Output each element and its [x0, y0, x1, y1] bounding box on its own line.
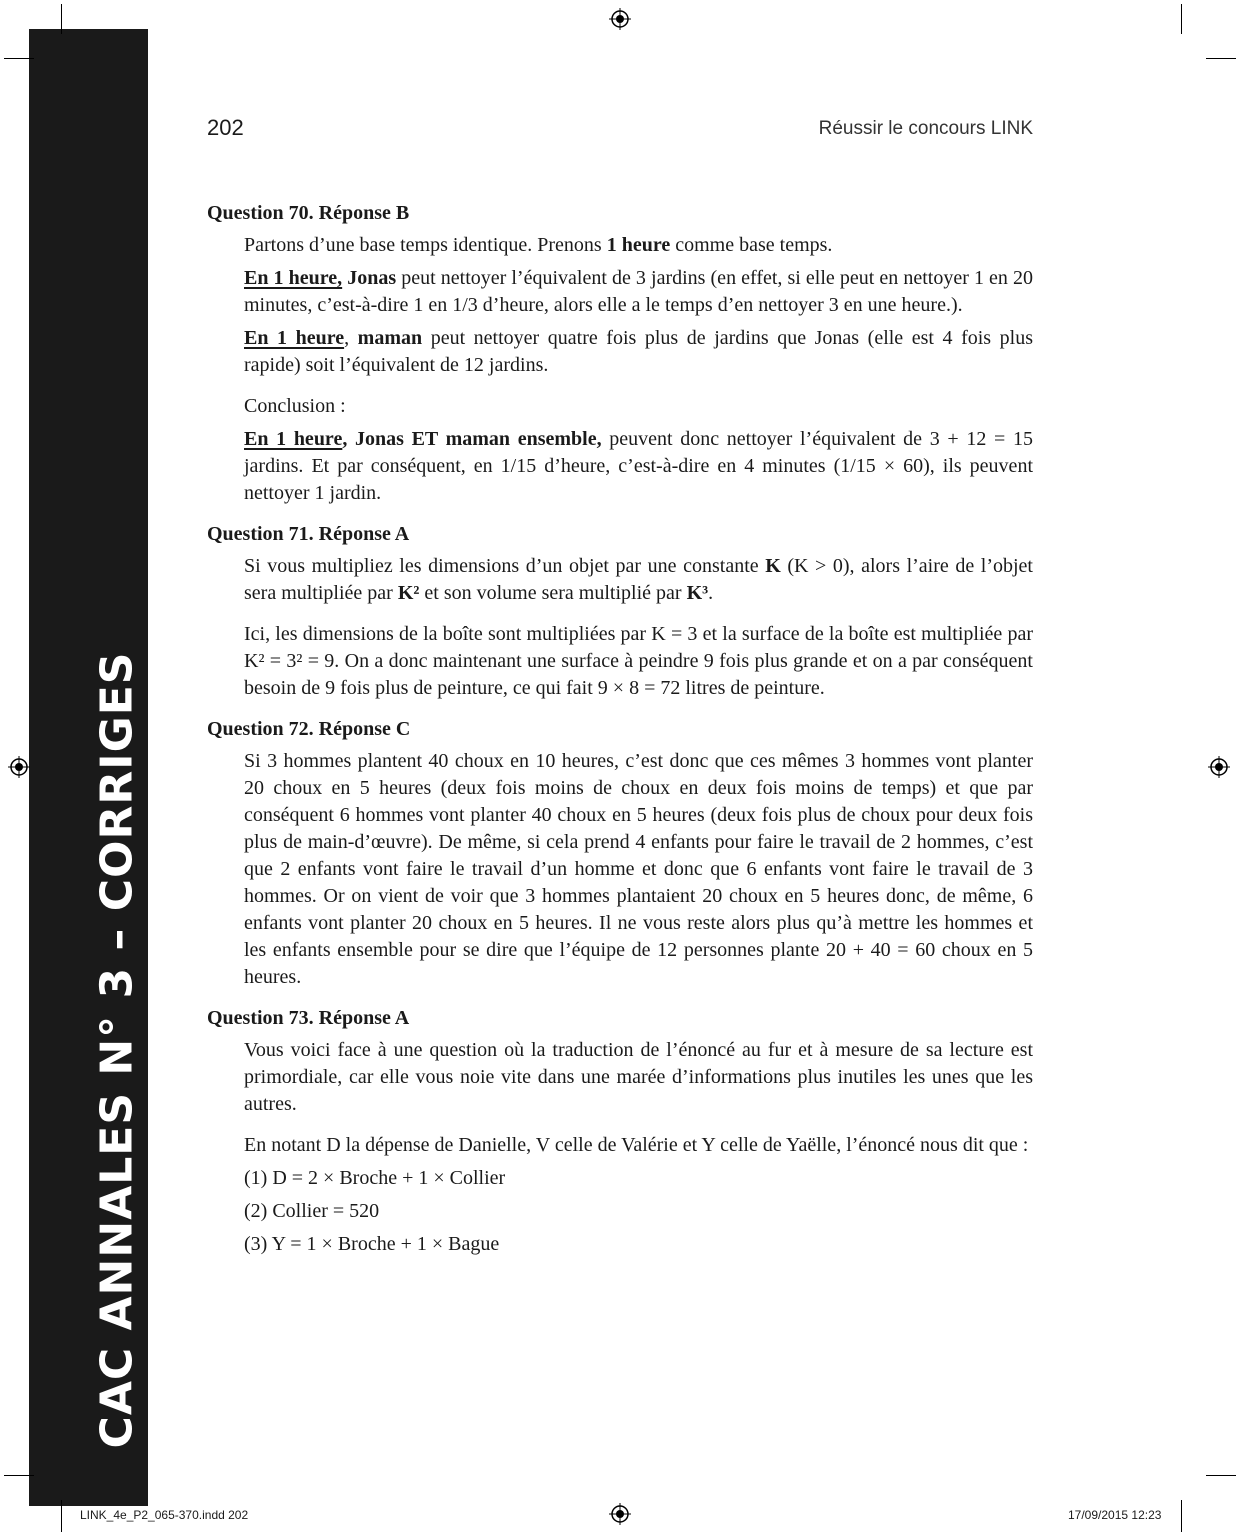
paragraph: En notant D la dépense de Danielle, V celle de Valérie et Y celle de Yaëlle, l’énoncé nous dit que :	[244, 1134, 1029, 1156]
registration-mark-icon	[609, 1503, 631, 1525]
question-71	[207, 521, 1033, 702]
paragraph: Partons d’une base temps identique. Prenons 1 heure comme base temps.	[244, 234, 833, 256]
crop-mark	[4, 58, 34, 59]
question-73	[207, 1005, 1033, 1258]
paragraph: En 1 heure, Jonas peut nettoyer l’équivalent de 3 jardins (en effet, si elle peut en nettoyer 1 en 20 minutes, c’est-à-dire 1 en 1/3 d’heure, alors elle a le temps d’en nettoyer 3 en une heure.).	[244, 267, 1034, 316]
question-72	[207, 716, 1033, 991]
paragraph: Si 3 hommes plantent 40 choux en 10 heures, c’est donc que ces mêmes 3 hommes vont planter 20 choux en 5 heures (deux fois moins de choux en deux fois moins de temps) et que par conséquent 6 hommes vont planter 40 choux en 5 heures (deux fois plus de choux pour deux fois plus de main-d’œuvre). De même, si cela prend 4 enfants pour faire le travail de 2 hommes, c’est que 2 enfants vont faire le travail d’un homme et donc que 6 enfants vont faire le travail de 3 hommes. Or on vient de voir que 3 hommes plantaient 20 choux en 5 heures donc, de même, 6 enfants vont planter 20 choux en 5 heures. Il ne vous reste alors plus qu’à mettre les hommes et les enfants ensemble pour se dire que l’équipe de 12 personnes plante 20 + 40 = 60 choux en 5 heures.	[244, 750, 1033, 988]
crop-mark	[1181, 1500, 1182, 1532]
registration-mark-icon	[609, 8, 631, 30]
sidebar-title: CAC ANNALES N° 3 – CORRIGES	[91, 651, 143, 1449]
question-title: Question 70. Réponse B	[207, 202, 410, 224]
question-title: Question 73. Réponse A	[207, 1007, 410, 1029]
crop-mark	[61, 1500, 62, 1532]
page-number: 202	[207, 115, 244, 140]
paragraph: En 1 heure, Jonas ET maman ensemble, peuvent donc nettoyer l’équivalent de 3 + 12 = 15 jardins. Et par conséquent, en 1/15 d’heure, c’est-à-dire en 4 minutes (1/15 × 60), ils peuvent nettoyer 1 jardin.	[244, 428, 1033, 504]
formula-line: (1) D = 2 × Broche + 1 × Collier	[244, 1167, 506, 1189]
paragraph: Ici, les dimensions de la boîte sont multipliées par K = 3 et la surface de la boîte est multipliée par K² = 3² = 9. On a donc maintenant une surface à peindre 9 fois plus grande et on a par conséquent besoin de 9 fois plus de peinture, ce qui fait 9 × 8 = 72 litres de peinture.	[244, 623, 1033, 699]
footer-timestamp: 17/09/2015 12:23	[1068, 1508, 1162, 1522]
registration-mark-icon	[1208, 756, 1230, 778]
formula-line: (2) Collier = 520	[244, 1200, 380, 1222]
crop-mark	[1206, 58, 1236, 59]
running-title: Réussir le concours LINK	[818, 118, 1033, 139]
question-title: Question 72. Réponse C	[207, 718, 411, 740]
crop-mark	[4, 1475, 34, 1476]
formula-line: (3) Y = 1 × Broche + 1 × Bague	[244, 1233, 500, 1255]
paragraph: Conclusion :	[244, 395, 346, 417]
question-70	[207, 200, 1033, 507]
question-title: Question 71. Réponse A	[207, 523, 410, 545]
crop-mark	[1181, 4, 1182, 34]
paragraph: Vous voici face à une question où la traduction de l’énoncé au fur et à mesure de sa lecture est primordiale, car elle vous noie vite dans une marée d’informations plus inutiles les unes que les autres.	[244, 1039, 1033, 1115]
paragraph: En 1 heure, maman peut nettoyer quatre fois plus de jardins que Jonas (elle est 4 fois plus rapide) soit l’équivalent de 12 jardins.	[244, 327, 1033, 376]
footer-filename: LINK_4e_P2_065-370.indd 202	[80, 1508, 249, 1522]
crop-mark	[61, 4, 62, 34]
crop-mark	[1206, 1475, 1236, 1476]
page-content	[207, 200, 1033, 1272]
paragraph: Si vous multipliez les dimensions d’un objet par une constante K (K > 0), alors l’aire de l’objet sera multipliée par K² et son volume sera multiplié par K³.	[244, 555, 1033, 604]
registration-mark-icon	[8, 756, 30, 778]
